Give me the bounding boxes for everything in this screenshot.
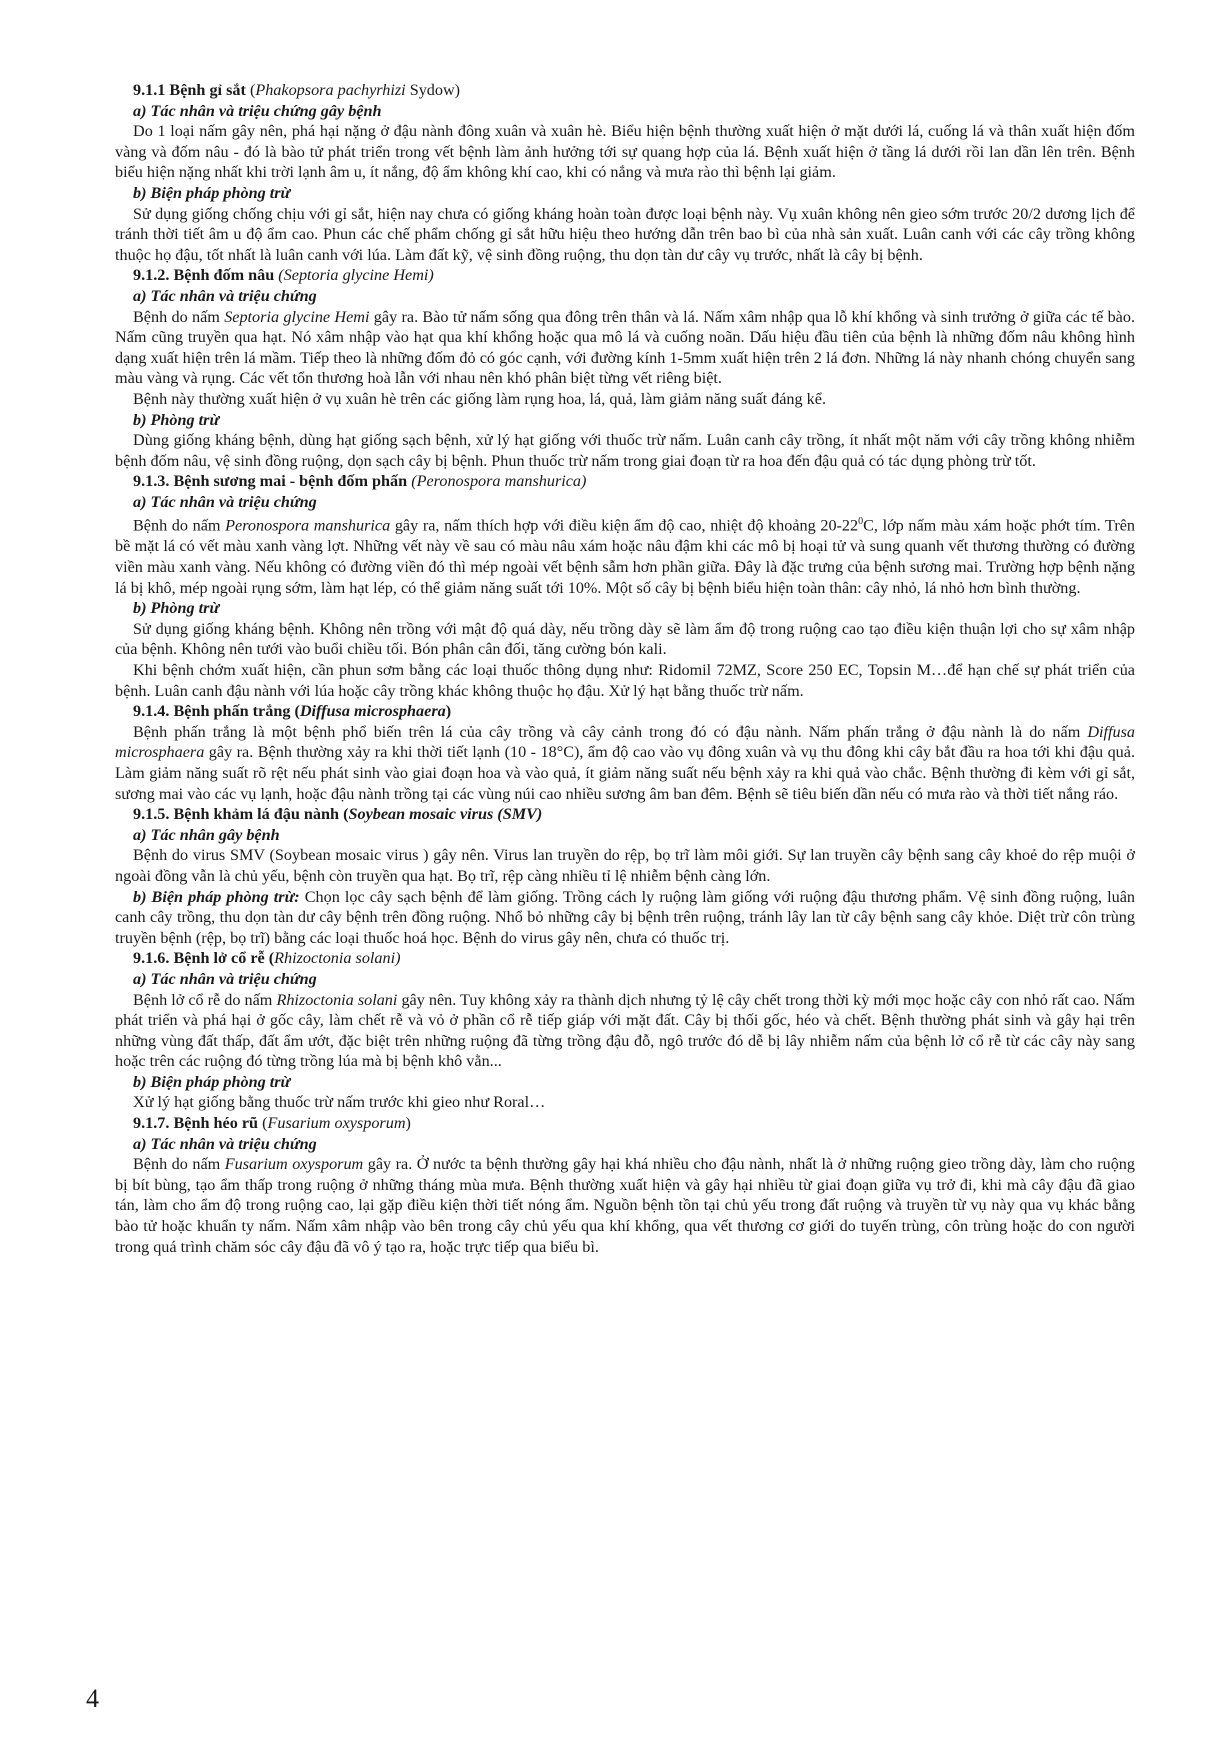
text-run: Bệnh do virus SMV (Soybean mosaic virus ) gây nên. Virus lan truyền do rệp, bọ trĩ làm môi giới. Sự lan truyền cây bệnh sang cây khoẻ do rệp muội ở ngoài đồng vẫn là chủ yếu, bệnh còn truyền qua hạt. Bọ trĩ, rệp càng nhiều tỉ lệ nhiễm bệnh càng lớn. xyxy=(115,846,1135,885)
subsection-heading xyxy=(115,1072,1135,1093)
text-run: gây nên. Tuy không xảy ra thành dịch nhưng tỷ lệ cây chết trong thời kỳ mới mọc hoặc cây con nhỏ rất cao. Nấm phát triển và phá hại ở gốc cây, làm chết rễ và vỏ ở phần cổ rễ tiếp giáp với mặt đất. Cây bị thối gốc, héo và chết. Bệnh thường phát sinh và gây hại trên những vùng đất thấp, đất ẩm ướt, đặc biệt trên những ruộng đã từng trồng đậu đỗ, ngô trước đó dễ bị lây nhiễm nấm của bệnh lở cổ rễ từ các cây này sang hoặc trên các ruộng đó từng trồng lúa mà bị bệnh khô vằn... xyxy=(115,990,1135,1071)
text-run: b) Phòng trừ xyxy=(133,599,220,618)
text-run: Bệnh phấn trắng là một bệnh phổ biến trên lá của cây trồng và cây cảnh trong đó có đậu nành. Nấm phấn trắng ở đậu nành là do nấm xyxy=(133,722,1088,741)
text-run: a) Tác nhân và triệu chứng xyxy=(133,1134,317,1153)
text-run: 9.1.1 Bệnh gỉ sắt xyxy=(133,81,250,99)
subsection-heading xyxy=(115,969,1135,990)
page-number: 4 xyxy=(86,1684,99,1713)
text-run: gây ra. Ở nước ta bệnh thường gây hại khá nhiều cho đậu nành, nhất là ở những ruộng gieo trồng dày, làm cho ruộng bị bít bùng, tạo ẩm thấp trong ruộng ở những tháng mùa mưa. Bệnh thường xuất hiện và gây hại nhiều từ giai đoạn giữa vụ trở đi, khi mà cây đậu đã giao tán, làm cho ẩm độ trong ruộng cao, lại gặp điều kiện thời tiết nóng ẩm. Nguồn bệnh tồn tại chủ yếu trong đất ruộng và truyền từ vụ này qua vụ khác bằng bào tử hoặc khuẩn ty nấm. Nấm xâm nhập vào bên trong cây chủ yếu qua khí khổng, qua vết thương cơ giới do tuyến trùng, côn trùng hoặc do con người trong quá trình chăm sóc cây đậu đã vô ý tạo ra, hoặc trực tiếp qua biểu bì. xyxy=(115,1155,1135,1256)
document-body xyxy=(115,80,1135,1257)
text-run: (Septoria glycine Hemi) xyxy=(278,266,434,285)
text-run: b) Phòng trừ xyxy=(133,410,220,429)
text-run: Chọn lọc cây sạch bệnh để làm giống. Trồng cách ly ruộng làm giống với ruộng đậu thương phẩm. Vệ sinh đồng ruộng, luân canh cây trồng, thu dọn tàn dư cây bệnh trên đồng ruộng. Nhổ bỏ những cây bị bệnh trên ruộng, tránh lây lan từ cây bệnh sang cây khỏe. Diệt trừ côn trùng truyền bệnh (rệp, bọ trĩ) bằng các loại thuốc hoá học. Bệnh do virus gây nên, chưa có thuốc trị. xyxy=(115,887,1135,947)
text-run: a) Tác nhân và triệu chứng xyxy=(133,969,317,988)
text-run: Sử dụng giống kháng bệnh. Không nên trồng với mật độ quá dày, nếu trồng dày sẽ làm ẩm độ trong ruộng cao tạo điều kiện thuận lợi cho sự xâm nhập của bệnh. Không nên tưới vào buổi chiều tối. Bón phân cân đối, tăng cường bón kali. xyxy=(115,619,1135,659)
text-run: Peronospora manshurica xyxy=(225,516,391,535)
text-run: ( xyxy=(249,81,256,99)
text-run: gây ra, nấm thích hợp với điều kiện ẩm độ cao, nhiệt độ khoảng 20-22 xyxy=(390,516,859,535)
paragraph xyxy=(115,990,1135,1072)
text-run: Dùng giống kháng bệnh, dùng hạt giống sạch bệnh, xử lý hạt giống với thuốc trừ nấm. Luân canh cây trồng, ít nhất một năm với cây trồng không nhiễm bệnh đốm nâu, vệ sinh đồng ruộng, dọn sạch cây bị bệnh. Phun thuốc trừ nấm trong giai đoạn từ ra hoa đến đậu quả có tác dụng phòng trừ tốt. xyxy=(115,431,1135,470)
paragraph xyxy=(115,1154,1135,1257)
paragraph xyxy=(115,389,1135,410)
text-run: 9.1.5. Bệnh khảm lá đậu nành ( xyxy=(133,805,349,824)
text-run: b) Biện pháp phòng trừ xyxy=(133,1072,291,1091)
subsection-heading xyxy=(115,598,1135,619)
paragraph xyxy=(115,722,1135,804)
section-heading xyxy=(115,804,1135,825)
text-run: Khi bệnh chớm xuất hiện, cần phun sơm bằng các loại thuốc thông dụng như: Ridomil 72MZ, Score 250 EC, Topsin M…để hạn chế sự phát triển của bệnh. Luân canh đậu nành với lúa hoặc cây trồng khác không thuộc họ đậu. Xử lý hạt bằng thuốc trừ nấm. xyxy=(115,661,1135,700)
text-run: Bệnh do nấm xyxy=(133,307,225,326)
text-run: 9.1.7. Bệnh héo rũ xyxy=(133,1114,263,1133)
text-run: Fusarium oxysporum xyxy=(267,1114,406,1133)
paragraph xyxy=(115,887,1135,949)
text-run: Rhizoctonia solani xyxy=(276,990,398,1009)
section-heading xyxy=(115,471,1135,492)
paragraph xyxy=(115,430,1135,471)
text-run: Diffusa microsphaera xyxy=(299,702,446,721)
text-run: 9.1.3. Bệnh sương mai - bệnh đốm phấn xyxy=(133,472,412,491)
paragraph xyxy=(115,660,1135,701)
text-run: ) xyxy=(445,702,452,721)
text-run: Bệnh do nấm xyxy=(133,1155,225,1174)
paragraph xyxy=(115,1092,1135,1113)
subsection-heading xyxy=(115,1134,1135,1155)
text-run: Sử dụng giống chống chịu với gỉ sắt, hiện nay chưa có giống kháng hoàn toàn được loại bệnh này. Vụ xuân không nên gieo sớm trước 20/2 dương lịch để tránh thời tiết âm u độ ẩm cao. Phun các chế phẩm chống gỉ sắt hữu hiệu theo hướng dẫn trên bao bì của nhà sản xuất. Luân canh với các cây trồng không thuộc họ đậu, tốt nhất là luân canh với lúa. Làm đất kỹ, vệ sinh đồng ruộng, thu dọn tàn dư cây vụ trước, nhất là cây bị bệnh. xyxy=(115,204,1135,264)
subsection-heading xyxy=(115,825,1135,846)
paragraph xyxy=(115,121,1135,183)
section-heading xyxy=(115,1113,1135,1134)
subsection-heading xyxy=(115,183,1135,204)
text-run: 9.1.4. Bệnh phấn trắng ( xyxy=(133,702,300,721)
section-heading xyxy=(115,701,1135,722)
paragraph xyxy=(115,512,1135,598)
text-run: a) Tác nhân và triệu chứng xyxy=(133,492,317,511)
section-heading xyxy=(115,265,1135,286)
text-run: 9.1.6. Bệnh lở cổ rễ ( xyxy=(133,949,275,968)
text-run: a) Tác nhân và triệu chứng xyxy=(133,286,317,305)
text-run: Diffusa microsphaera xyxy=(115,722,1135,762)
paragraph xyxy=(115,204,1135,266)
text-run: Soybean mosaic virus (SMV) xyxy=(348,805,543,824)
text-run: Phakopsora pachyrhizi xyxy=(255,81,406,99)
text-run: Fusarium oxysporum xyxy=(224,1155,364,1174)
text-run: 9.1.2. Bệnh đốm nâu xyxy=(133,266,279,285)
text-run: Rhizoctonia solani) xyxy=(274,949,401,968)
text-run: (Peronospora manshurica) xyxy=(411,472,587,491)
text-run: Bệnh do nấm xyxy=(133,516,226,535)
text-run: Sydow) xyxy=(405,81,461,99)
paragraph xyxy=(115,619,1135,660)
section-heading xyxy=(115,948,1135,969)
subsection-heading xyxy=(115,492,1135,513)
text-run: 0 xyxy=(858,516,864,528)
paragraph xyxy=(115,845,1135,886)
text-run: gây ra. Bệnh thường xảy ra khi thời tiết lạnh (10 - 18°C), ẩm độ cao vào vụ đông xuân và vụ thu đông khi cây bắt đầu ra hoa tới khi đậu quả. Làm giảm năng suất rõ rệt nếu phát sinh vào giai đoạn hoa và vào quả, ít giảm năng suất nếu bệnh xảy ra khi quả vào chắc. Bệnh thường đi kèm với gỉ sắt, sương mai vào các vụ lạnh, hoặc đậu nành trồng tại các vùng núi cao nhiều sương âm ban đêm. Bệnh sẽ tiêu biến dần nếu có mưa rào và thời tiết nắng ráo. xyxy=(115,743,1135,803)
paragraph xyxy=(115,307,1135,389)
text-run: ( xyxy=(262,1114,268,1133)
subsection-heading xyxy=(115,410,1135,431)
text-run: ) xyxy=(405,1114,411,1133)
text-run: Bệnh này thường xuất hiện ở vụ xuân hè trên các giống làm rụng hoa, lá, quả, làm giảm năng suất đáng kể. xyxy=(133,389,826,408)
text-run: Bệnh lở cổ rễ do nấm xyxy=(133,990,277,1009)
text-run: a) Tác nhân gây bệnh xyxy=(133,825,280,844)
subsection-heading xyxy=(115,286,1135,307)
text-run: Do 1 loại nấm gây nên, phá hại nặng ở đậu nành đông xuân và xuân hè. Biểu hiện bệnh thường xuất hiện ở mặt dưới lá, cuống lá và thân xuất hiện đốm vàng và đốm nâu - đó là bào tử phát triển trong vết bệnh làm ảnh hưởng tới sự quang hợp của lá. Bệnh xuất hiện ở tầng lá dưới rồi lan dần lên trên. Bệnh biểu hiện nặng nhất khi trời lạnh âm u, ít nắng, độ ẩm không khí cao, khi có nắng và mưa rào thì bệnh lại giảm. xyxy=(115,122,1135,182)
subsection-heading xyxy=(115,101,1135,122)
text-run: b) Biện pháp phòng trừ: xyxy=(133,887,300,906)
text-run: b) Biện pháp phòng trừ xyxy=(133,183,291,202)
text-run: C, lớp nấm màu xám hoặc phớt tím. Trên bề mặt lá có vết màu xanh vàng lợt. Những vết này về sau có màu nâu xám hoặc nâu đậm khi các mô bị hoại tử và sung quanh vết thương thường có đường viền màu xanh vàng. Nếu không có đường viền đó thì mép ngoài vết bệnh sẫm hơn phần giữa. Đây là đặc trưng của bệnh sương mai. Trường hợp bệnh nặng lá bị khô, mép ngoài rụng sớm, làm hạt lép, có thể giảm năng suất tới 10%. Một số cây bị bệnh biểu hiện toàn thân: cây nhỏ, lá nhỏ hơn bình thường. xyxy=(115,516,1135,597)
text-run: Xử lý hạt giống bằng thuốc trừ nấm trước khi gieo như Roral… xyxy=(133,1093,546,1112)
text-run: gây ra. Bào tử nấm sống qua đông trên thân và lá. Nấm xâm nhập qua lỗ khí khổng và sinh trưởng ở giữa các tế bào. Nấm cũng truyền qua hạt. Nó xâm nhập vào hạt qua khí khổng hoặc qua mô lá và cuống noãn. Dấu hiệu đầu tiên của bệnh là những đốm nâu không hình dạng xuất hiện trên lá mầm. Tiếp theo là những đốm đỏ có góc cạnh, với đường kính 1-5mm xuất hiện trên 2 lá đơn. Những lá này nhanh chóng chuyển sang màu vàng và rụng. Các vết tổn thương hoà lẫn với nhau nên khó phân biệt từng vết riêng biệt. xyxy=(115,307,1135,388)
section-heading xyxy=(115,80,1135,101)
text-run: a) Tác nhân và triệu chứng gây bệnh xyxy=(133,101,382,120)
text-run: Septoria glycine Hemi xyxy=(224,307,370,326)
